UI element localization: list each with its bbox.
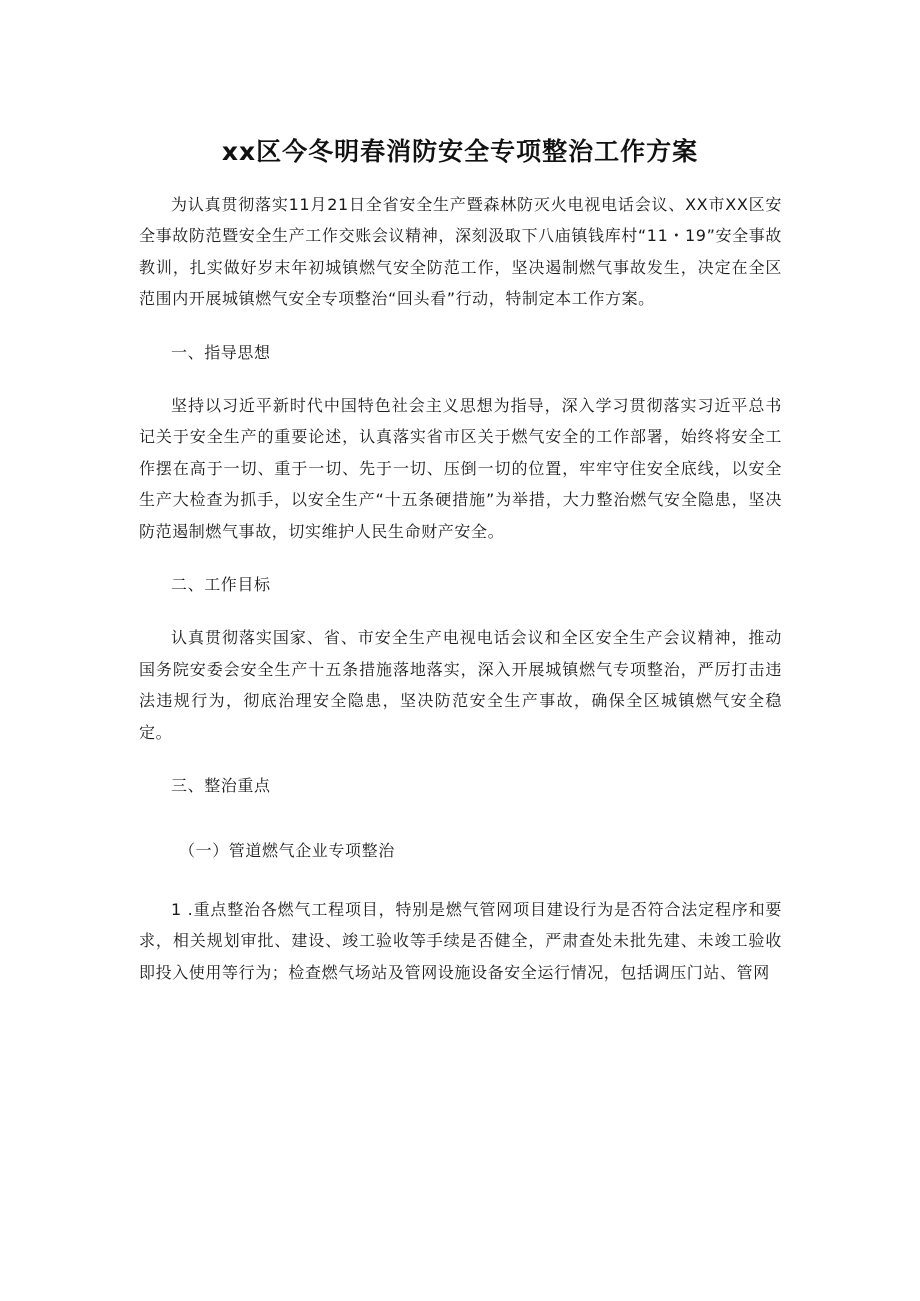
subsection-heading-pipeline-gas: （一）管道燃气企业专项整治 (179, 840, 395, 860)
section-paragraph-pipeline-gas: 1 .重点整治各燃气工程项目，特别是燃气管网项目建设行为是否符合法定程序和要求，相关规划审批、建设、竣工验收等手续是否健全，严肃查处未批先建、未竣工验收即投入使用等行为；检查燃气场站及管网设施设备安全运行情况，包括调压门站、管网 (139, 899, 782, 982)
section-heading-work-goals: 二、工作目标 (171, 575, 271, 595)
document-body (139, 189, 782, 988)
document-title: xx区今冬明春消防安全专项整治工作方案 (221, 137, 699, 166)
section-paragraph-guiding-ideology: 坚持以习近平新时代中国特色社会主义思想为指导，深入学习贯彻落实习近平总书记关于安全生产的重要论述，认真落实省市区关于燃气安全的工作部署，始终将安全工作摆在高于一切、重于一切、先于一切、压倒一切的位置，牢牢守住安全底线，以安全生产大检查为抓手，以安全生产“十五条硬措施”为举措，大力整治燃气安全隐患，坚决防范遏制燃气事故，切实维护人民生命财产安全。 (139, 396, 782, 541)
section-paragraph-work-goals: 认真贯彻落实国家、省、市安全生产电视电话会议和全区安全生产会议精神，推动国务院安委会安全生产十五条措施落地落实，深入开展城镇燃气专项整治，严厉打击违法违规行为，彻底治理安全隐患，坚决防范安全生产事故，确保全区城镇燃气安全稳定。 (139, 628, 782, 742)
intro-paragraph: 为认真贯彻落实11月21日全省安全生产暨森林防灭火电视电话会议、XX市XX区安全事故防范暨安全生产工作交账会议精神，深刻汲取下八庙镇钱库村“11・19”安全事故教训，扎实做好岁末年初城镇燃气安全防范工作，坚决遏制燃气事故发生，决定在全区范围内开展城镇燃气安全专项整治“回头看”行动，特制定本工作方案。 (139, 195, 782, 309)
section-heading-guiding-ideology: 一、指导思想 (171, 342, 271, 362)
section-heading-rectification-focus: 三、整治重点 (171, 776, 271, 796)
